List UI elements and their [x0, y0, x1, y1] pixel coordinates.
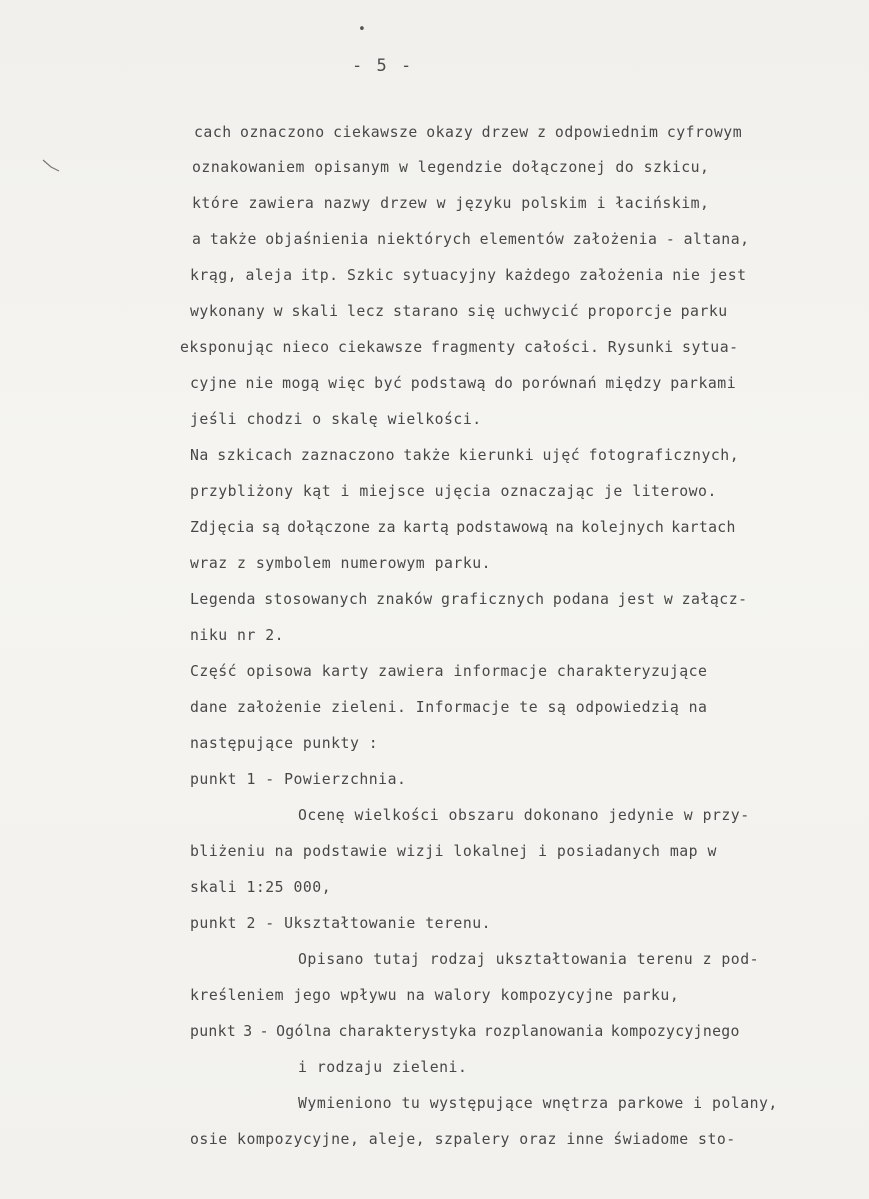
text-line: i rodzaju zieleni. [298, 1059, 468, 1076]
margin-check-mark-icon [42, 158, 60, 172]
text-line: wraz z symbolem numerowym parku. [190, 555, 492, 572]
text-line: skali 1:25 000, [190, 879, 332, 896]
text-line: kreśleniem jego wpływu na walory kompozycyjne parku, [190, 987, 680, 1004]
text-line: osie kompozycyjne, aleje, szpalery oraz inne świadome sto- [190, 1131, 736, 1148]
text-line: niku nr 2. [190, 627, 285, 644]
text-line: cach oznaczono ciekawsze okazy drzew z odpowiednim cyfrowym [194, 124, 743, 141]
text-line: Ocenę wielkości obszaru dokonano jedynie w przy- [298, 807, 750, 824]
text-line: oznakowaniem opisanym w legendzie dołączonej do szkicu, [192, 159, 710, 176]
text-line: przybliżony kąt i miejsce ujęcia oznaczając je literowo. [190, 483, 717, 500]
text-line: Część opisowa karty zawiera informacje charakteryzujące [190, 663, 708, 680]
text-line: dane założenie zieleni. Informacje te są odpowiedzią na [190, 699, 708, 716]
text-line: Legenda stosowanych znaków graficznych podana jest w załącz- [190, 591, 748, 608]
text-line: punkt 2 - Ukształtowanie terenu. [190, 915, 492, 932]
text-line: wykonany w skali lecz starano się uchwycić proporcje parku [190, 303, 728, 320]
text-line: krąg, aleja itp. Szkic sytuacyjny każdego założenia nie jest [190, 267, 747, 284]
text-line: Zdjęcia są dołączone za kartą podstawową na kolejnych kartach [190, 519, 736, 536]
text-line: Opisano tutaj rodzaj ukształtowania terenu z pod- [298, 951, 760, 968]
text-line: cyjne nie mogą więc być podstawą do porównań między parkami [190, 375, 737, 392]
text-line: punkt 1 - Powierzchnia. [190, 771, 407, 788]
text-line: jeśli chodzi o skalę wielkości. [190, 411, 482, 428]
top-mark: • [358, 22, 366, 37]
page-number: - 5 - [352, 56, 414, 76]
text-line: bliżeniu na podstawie wizji lokalnej i posiadanych map w [190, 843, 717, 860]
text-line: które zawiera nazwy drzew w języku polskim i łacińskim, [192, 195, 710, 212]
text-line: a także objaśnienia niektórych elementów założenia - altana, [192, 231, 750, 248]
text-line: następujące punkty : [190, 735, 379, 752]
text-line: Na szkicach zaznaczono także kierunki ujęć fotograficznych, [190, 447, 740, 464]
text-line: Wymieniono tu występujące wnętrza parkowe i polany, [298, 1095, 778, 1112]
text-line: punkt 3 - Ogólna charakterystyka rozplanowania kompozycyjnego [190, 1023, 740, 1040]
text-line: eksponując nieco ciekawsze fragmenty całości. Rysunki sytua- [180, 339, 739, 356]
